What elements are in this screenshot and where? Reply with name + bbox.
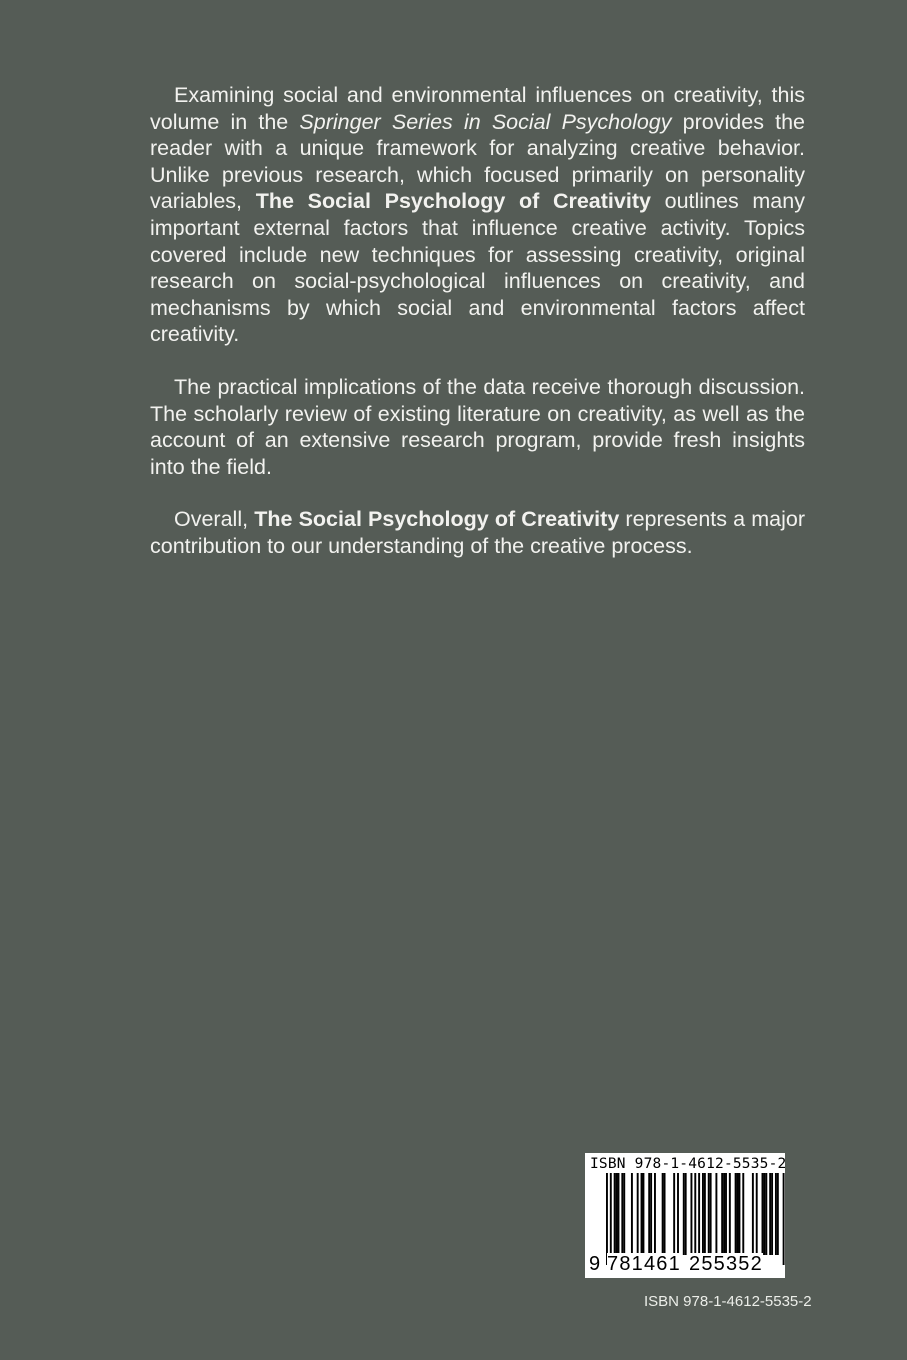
barcode-bar	[742, 1173, 744, 1255]
barcode-bar	[723, 1173, 725, 1255]
barcode-bar	[715, 1173, 717, 1255]
barcode-bar	[752, 1173, 754, 1255]
barcode-bar	[710, 1173, 712, 1255]
book-title: The Social Psychology of Creativity	[254, 507, 620, 532]
blurb-text: represents a major contribution to our understanding of the creative process.	[150, 507, 805, 558]
barcode-bar	[777, 1173, 779, 1255]
barcode-bar	[618, 1173, 620, 1255]
blurb-paragraph-3	[150, 506, 805, 559]
barcode-bar	[738, 1173, 740, 1255]
barcode-guard-bar	[698, 1173, 700, 1265]
barcode-bar	[756, 1173, 758, 1255]
barcode-guard-bar	[610, 1173, 612, 1265]
barcode-bar	[623, 1173, 625, 1255]
blurb-text: provides the reader with a unique framework for analyzing creative behavior. Unlike previous research, which focused primarily on personality variables,	[150, 109, 805, 214]
blurb-text: Examining social and environmental influences on creativity, this volume in the	[150, 83, 805, 134]
barcode-bar	[769, 1173, 771, 1255]
barcode-bar	[685, 1173, 687, 1255]
barcode-bar	[737, 1173, 739, 1255]
back-cover-blurb	[150, 82, 805, 586]
barcode-guard-bar	[783, 1173, 785, 1265]
barcode-guard-bar	[606, 1173, 608, 1265]
barcode-bar	[662, 1173, 664, 1255]
barcode-bar	[729, 1173, 731, 1255]
barcode-bar	[614, 1173, 616, 1255]
blurb-paragraph-2: The practical implications of the data receive thorough discussion. The scholarly review of existing literature on creativity, as well as the account of an extensive research program, provide fresh insights into the field.	[150, 374, 805, 479]
barcode-bar	[677, 1173, 679, 1255]
isbn-text: ISBN 978-1-4612-5535-2	[644, 1293, 812, 1310]
blurb-text: outlines many important external factors that influence creative activity. Topics covered include new techniques for assessing creativity, original research on social-psychological influences on creativity, and mechanisms by which social and environmental factors affect creativity.	[150, 189, 805, 347]
barcode-isbn-label: ISBN 978-1-4612-5535-2	[590, 1156, 787, 1172]
barcode-bar	[637, 1173, 639, 1255]
barcode-bar	[721, 1173, 723, 1255]
barcode-bar	[673, 1173, 675, 1255]
barcode-bar	[735, 1173, 737, 1255]
barcode-digit-first: 9	[589, 1253, 601, 1275]
barcode-bar	[702, 1173, 704, 1255]
barcode-digits-right: 255352	[689, 1253, 763, 1275]
book-title: The Social Psychology of Creativity	[255, 189, 651, 214]
barcode-bar	[725, 1173, 727, 1255]
series-name: Springer Series in Social Psychology	[299, 109, 672, 134]
barcode-bar	[690, 1173, 692, 1255]
barcode-guard-bar	[694, 1173, 696, 1265]
barcode-bar	[775, 1173, 777, 1255]
barcode-bar	[763, 1173, 765, 1255]
barcode-bar	[704, 1173, 706, 1255]
barcode-bar	[650, 1173, 652, 1255]
barcode-bar	[616, 1173, 618, 1255]
barcode-bar	[762, 1173, 764, 1255]
barcode-bar	[683, 1173, 685, 1255]
barcode-bar	[765, 1173, 767, 1255]
barcode-bar	[621, 1173, 623, 1255]
barcode-bar	[708, 1173, 710, 1255]
blurb-text: Overall,	[174, 507, 255, 532]
barcode-bar	[664, 1173, 666, 1255]
barcode-bar	[654, 1173, 656, 1255]
blurb-paragraph-1	[150, 82, 805, 348]
barcode-bar	[642, 1173, 644, 1255]
barcode-digits-left: 781461	[607, 1253, 681, 1275]
barcode-bar	[648, 1173, 650, 1255]
barcode-label	[585, 1153, 785, 1278]
barcode-bar	[641, 1173, 643, 1255]
barcode-bar	[631, 1173, 633, 1255]
barcode-bar	[771, 1173, 773, 1255]
